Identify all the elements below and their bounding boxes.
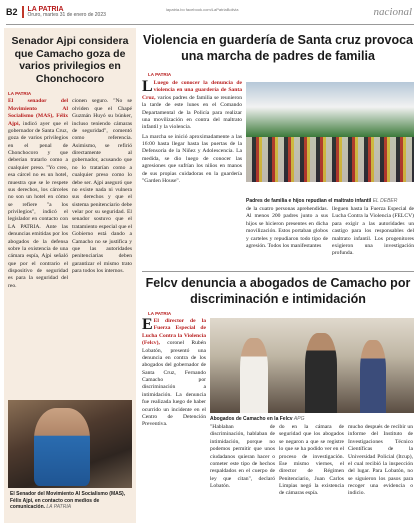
page-number: B2 <box>6 7 18 17</box>
photo-person-2 <box>305 333 337 413</box>
march-photo <box>246 82 414 182</box>
left-story-headline: Senador Ajpi considera que Camacho goza de varios privilegios en Chonchocoro <box>11 35 129 85</box>
story2-para-2: "Hablaban de discriminación, hablaban de intimidación, porque no podemos permitir que unos ciudadanos quieran hacer o cometer este tipo de hechos respaldados en el cuerpo de ley que citan", declaró Lobatón. <box>210 424 275 489</box>
story2-body <box>210 424 414 498</box>
story1-para-3: de la cuatro personas aprehendidas. Al menos 200 padres junto a sus hijos se hicieron presentes en dicha movilización. Estos portaban globos y carteles y repudiaron todo tipo de agresión. Todos los manifestantes <box>246 206 328 249</box>
story2-lead: El director de la Fuerza Especial de Lucha Contra la Violencia (Felcv), <box>142 318 206 347</box>
left-story-col1-text: indicó ayer que el gobernador de Santa Cruz, goza de varios privilegios en el penal de Chonchocoro y que deberían tratarlo como a cualquier preso. "Yo creo, esa cárcel no es un hotel, muestra que se le respete sus derechos, los cárceles no son un hotel en cómo se refiere "a los privilegios", indicó el legislador en contacto con LA PATRIA. Ante las denuncias emitidas por los abogados de la defensa sobre la existencia de una cámara espía, Ajpi señaló que por el contrario el dispositivo de seguridad es para la seguridad del reo. <box>8 120 68 289</box>
story2-dropcap: E <box>142 316 153 333</box>
left-story-lead: El senador del Movimiento Al Socialismo (MAS), Félix Ajpi, <box>8 98 68 127</box>
story1-photo-caption <box>246 198 414 204</box>
lawyers-photo <box>210 318 414 413</box>
story1-para-2: La marcha se inició aproximadamente a las 16:00 hasta llegar hasta las puertas de la Defensoría de la Niñez y Adolescencia. La medida, se dio luego de conocer las agresiones que sufrían los niños en manos de sus propias cuidadoras en la guardería "Garden House". <box>142 133 242 184</box>
photo-person-1 <box>240 338 268 413</box>
story1-para-4: lleguen hasta la Fuerza Especial de Lucha Contra la Violencia (FELCV) para exigir a las autoridades un castigo para los responsables del maltrato infantil. Los progenitores exigieron una investigación profunda. <box>332 206 414 257</box>
header-date: Oruro, martes 31 de enero de 2023 <box>27 12 106 18</box>
left-story-body <box>4 96 136 292</box>
story2-photo-caption <box>210 416 414 422</box>
story2-caption-text: Abogados de Camacho en la Felcv <box>210 416 293 422</box>
section-label: nacional <box>373 6 412 18</box>
story2-para-1 <box>142 318 206 429</box>
senator-figure <box>34 408 90 486</box>
left-story-byline: LA PATRIA <box>8 91 32 97</box>
crowd-graphic <box>246 137 414 182</box>
story-divider <box>142 271 414 272</box>
left-story-col-2 <box>72 98 132 290</box>
photo-person-3 <box>360 340 386 413</box>
left-photo-caption <box>10 491 130 511</box>
left-story <box>4 28 136 523</box>
newspaper-logo: LA PATRIA <box>27 6 64 13</box>
story1-para-1 <box>142 80 242 132</box>
left-story-para-1 <box>8 98 68 290</box>
story1-caption-text: Padres de familia e hijos repudian el maltrato infantil <box>246 198 372 204</box>
story1-byline: LA PATRIA <box>148 72 172 77</box>
story2-para-4: mucho después de recibir un informe del Instituto de Investigaciones Técnico Científicas de la Universidad Policial (Itcup), el cual recibió la inspección del lugar. Para Lobatón, no se siguieron los pasos para recoger una evidencia o indicio. <box>348 424 413 497</box>
story2-col1-text: coronel Rubén Lobatón, presentó una denuncia en contra de los abogados del gobernador de Santa Cruz, Fernando Camacho por discriminación a intimidación. La denuncia fue realizada luego de haber ocurrido un incidente en el Centro de Detención Preventiva. <box>142 340 206 428</box>
story2-caption-credit: APG <box>293 416 305 422</box>
story1-dropcap: L <box>142 78 153 95</box>
left-story-col-1 <box>8 98 68 290</box>
story2-headline: Felcv denuncia a abogados de Camacho por discriminación e intimidación <box>145 276 411 306</box>
story2-byline: LA PATRIA <box>148 311 172 316</box>
header-left <box>6 6 106 18</box>
story2-intro <box>142 318 206 429</box>
story1-headline: Violencia en guardería de Santa cruz provoca una marcha de padres de familia <box>142 33 413 63</box>
story1-body <box>246 206 414 258</box>
header-social: lapatria.bo facebook.com/LaPatriaBolivia <box>166 7 239 12</box>
left-story-para-2: cionen seguro. "No se olviden que el Chapé Guzmán Huyó su búnker, incluso teniendo cámaras de seguridad", comentó como referencia. Asimismo, se refirió directamente al gobernador, acusando que no lo tratarían como a cualquier preso como lo debe ser. Ajpi aseguró que no existe nada ni vulnera sus derechos y que el sistema penitenciario debe velar por su seguridad. El senador sostuvo que el tratamiento especial que el Gobierno está dando a Camacho no se justifica y que las autoridades penitenciarias deben garantizar el mismo trato para todos los internos. <box>72 98 132 274</box>
story1-caption-credit: EL DEBER <box>372 198 398 204</box>
left-caption-credit: LA PATRIA <box>46 504 72 510</box>
page-header <box>6 4 414 24</box>
masthead <box>28 6 106 18</box>
left-caption-text: El Senador del Movimiento Al Socialismo (MAS), Félix Ajpi, en contacto con medios de comunicación. <box>10 491 126 510</box>
story2-para-3: do en la cámara de seguridad que los abogados se negaron a que se registre lo que se ha podido ver en el proceso de investigación. Ese mismo viernes, el director de Régimen Penitenciario, Juan Carlos Limpias negó la existencia de cámaras espía. <box>279 424 344 497</box>
header-accent-bar <box>22 6 24 18</box>
story1-col1-text: varios padres de familia se reunieron la tarde de este lunes en el Comando Departamental de la Policía para realizar una movilización en contra del maltrato infantil y la violencia. <box>142 94 242 131</box>
header-divider <box>6 24 414 25</box>
senator-photo <box>8 400 132 488</box>
story1-lead: Luego de conocer la denuncia de violencia en una guardería de Santa Cruz, <box>142 80 242 101</box>
story1-intro <box>142 80 242 185</box>
